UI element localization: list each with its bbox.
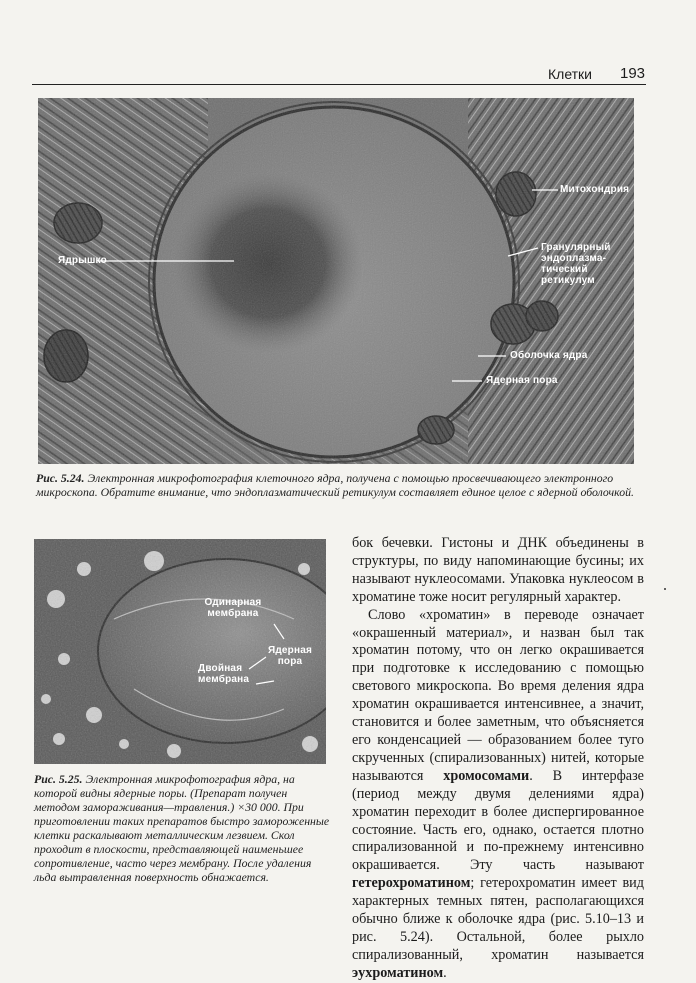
caption-text: Электронная микрофотография ядра, на которой видны ядерные поры. (Препарат получен методом замораживания—травления.) ×30 000. При приготовлении таких препаратов быстро замороженные клетки раскалывают металлическим лезвием. Скол проходит в плоскости, представляющей наименьшее сопротивление, часто через мембрану. После удаления льда вытравленная поверхность обнажается. bbox=[34, 772, 330, 884]
term-euchromatin: эухроматином bbox=[352, 964, 444, 981]
header-rule bbox=[32, 84, 646, 85]
term-heterochromatin: гетерохроматином bbox=[352, 875, 471, 892]
label-nuclear-pore-2: Ядерная пора bbox=[267, 645, 313, 667]
paragraph-1: бок бечевки. Гистоны и ДНК объединены в структуры, по виду напоминающие бусины; их называют нуклеосомами. Упаковка нуклеосом в хроматине тоже носит регулярный характер. bbox=[352, 535, 644, 605]
caption-number: Рис. 5.24. bbox=[36, 471, 85, 485]
caption-number: Рис. 5.25. bbox=[34, 772, 83, 786]
label-mitochondria: Митохондрия bbox=[560, 184, 630, 195]
body-text bbox=[352, 535, 644, 983]
page-number: 193 bbox=[620, 65, 646, 82]
figure-5-25-micrograph bbox=[34, 539, 326, 764]
running-head-section: Клетки bbox=[548, 66, 593, 82]
paragraph-2: Слово «хроматин» в переводе означает «окрашенный материал», и назван был так хроматин потому, что он легко окрашивается при подготовке к исследованию с помощью светового микроскопа. Во время деления ядра хроматин окрашивается интенсивнее, а значит, становится и более заметным, что объясняется его конденсацией — образованием более туго скрученных (спирализованных) нитей, которые называются хромосомами. В интерфазе (период между двумя делениями ядра) хроматин переходит в более диспергированное состояние. Часть его, однако, остается плотно спирализованной и по-прежнему интенсивно окрашивается. Эту часть называют гетерохроматином; гетерохроматин имеет вид характерных темных пятен, располагающихся обычно ближе к оболочке ядра (рис. 5.10–13 и рис. 5.24). Остальной, более рыхло спирализованный, хроматин называется эухроматином. bbox=[352, 606, 644, 981]
label-nuclear-envelope: Оболочка ядра bbox=[510, 350, 588, 361]
label-nucleolus: Ядрышко bbox=[58, 255, 107, 266]
label-nuclear-pore: Ядерная пора bbox=[486, 375, 558, 386]
label-granular-er: Гранулярный эндоплазма-тический ретикулум bbox=[541, 242, 611, 286]
caption-text: Электронная микрофотография клеточного ядра, получена с помощью просвечивающего электронного микроскопа. Обратите внимание, что эндоплазматический ретикулум составляет единое целое с ядерной оболочкой. bbox=[36, 471, 634, 499]
label-single-membrane: Одинарная мембрана bbox=[204, 597, 262, 619]
figure-5-24-micrograph bbox=[38, 98, 634, 464]
stray-mark bbox=[664, 588, 666, 590]
label-double-membrane: Двойная мембрана bbox=[198, 663, 250, 685]
term-chromosomes: хромосомами bbox=[443, 767, 530, 784]
figure-5-24-caption bbox=[36, 471, 640, 499]
figure-5-25-caption bbox=[34, 772, 330, 884]
